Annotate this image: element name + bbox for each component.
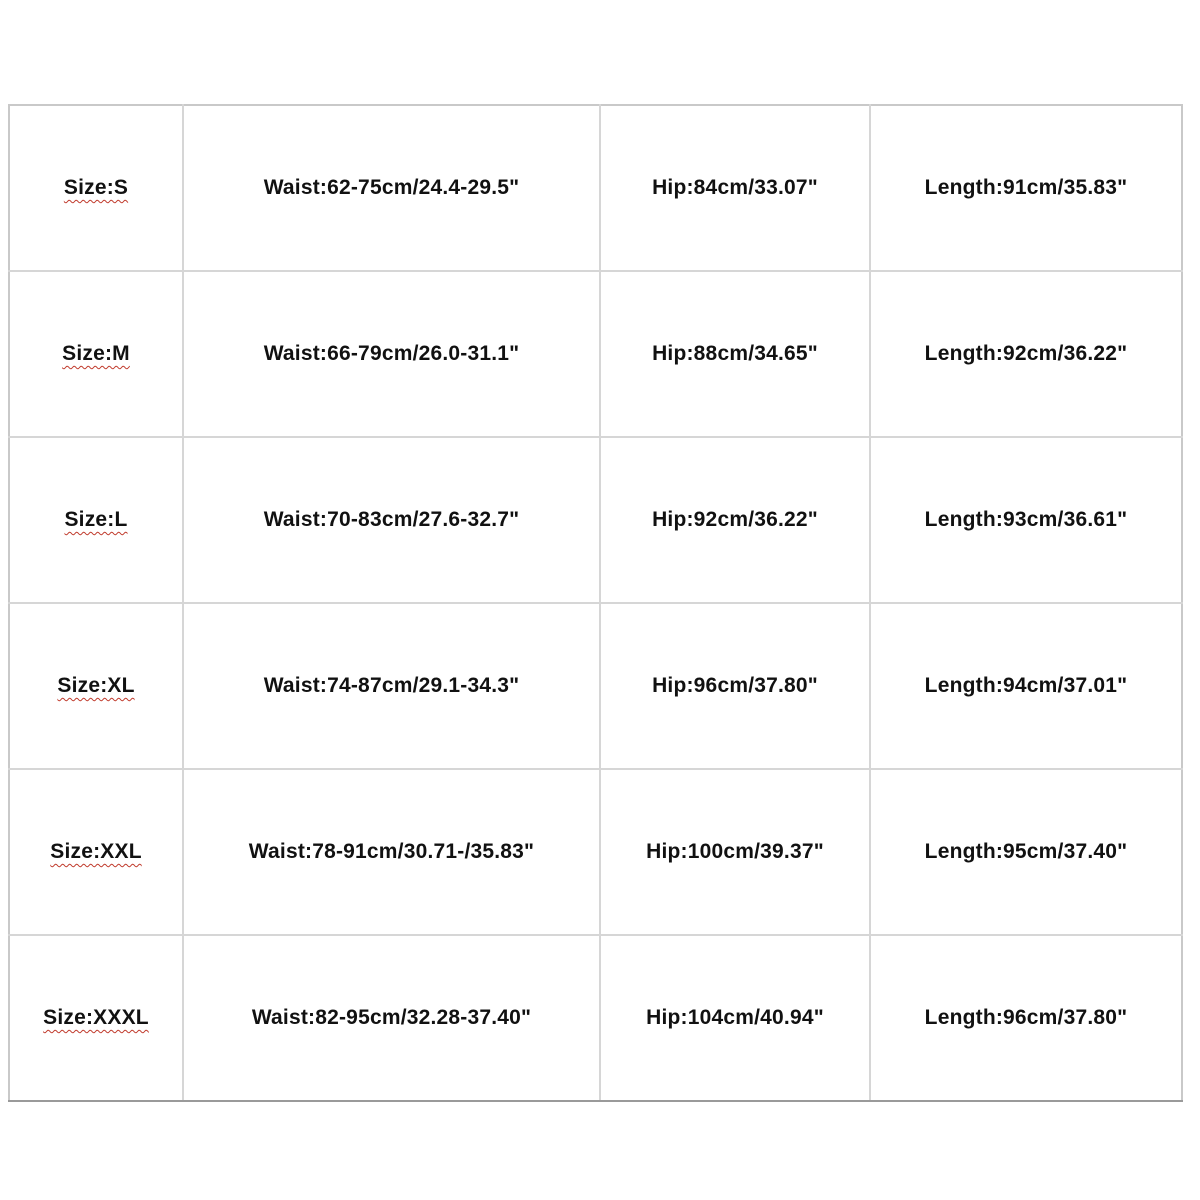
table-row <box>9 769 1182 935</box>
waist-cell: Waist:66-79cm/26.0-31.1" <box>183 271 600 437</box>
length-cell: Length:93cm/36.61" <box>870 437 1182 603</box>
size-cell <box>9 105 183 271</box>
size-label: Size:M <box>62 342 130 365</box>
size-cell <box>9 769 183 935</box>
waist-cell: Waist:62-75cm/24.4-29.5" <box>183 105 600 271</box>
table-row <box>9 437 1182 603</box>
size-label: Size:L <box>64 508 128 531</box>
hip-cell: Hip:84cm/33.07" <box>600 105 870 271</box>
size-cell <box>9 603 183 769</box>
length-cell: Length:91cm/35.83" <box>870 105 1182 271</box>
size-label: Size:XXXL <box>43 1006 149 1029</box>
waist-cell: Waist:74-87cm/29.1-34.3" <box>183 603 600 769</box>
hip-cell: Hip:100cm/39.37" <box>600 769 870 935</box>
waist-cell: Waist:70-83cm/27.6-32.7" <box>183 437 600 603</box>
size-cell <box>9 271 183 437</box>
size-label: Size:S <box>63 176 129 199</box>
size-chart-table <box>8 104 1183 1102</box>
size-label: Size:XXL <box>50 840 142 863</box>
size-cell <box>9 935 183 1101</box>
length-cell: Length:92cm/36.22" <box>870 271 1182 437</box>
length-cell: Length:94cm/37.01" <box>870 603 1182 769</box>
hip-cell: Hip:104cm/40.94" <box>600 935 870 1101</box>
table-row <box>9 603 1182 769</box>
table-row <box>9 935 1182 1101</box>
hip-cell: Hip:92cm/36.22" <box>600 437 870 603</box>
table-row <box>9 271 1182 437</box>
length-cell: Length:96cm/37.80" <box>870 935 1182 1101</box>
size-cell <box>9 437 183 603</box>
size-label: Size:XL <box>57 674 135 697</box>
waist-cell: Waist:82-95cm/32.28-37.40" <box>183 935 600 1101</box>
length-cell: Length:95cm/37.40" <box>870 769 1182 935</box>
table-row <box>9 105 1182 271</box>
waist-cell: Waist:78-91cm/30.71-/35.83" <box>183 769 600 935</box>
hip-cell: Hip:88cm/34.65" <box>600 271 870 437</box>
hip-cell: Hip:96cm/37.80" <box>600 603 870 769</box>
